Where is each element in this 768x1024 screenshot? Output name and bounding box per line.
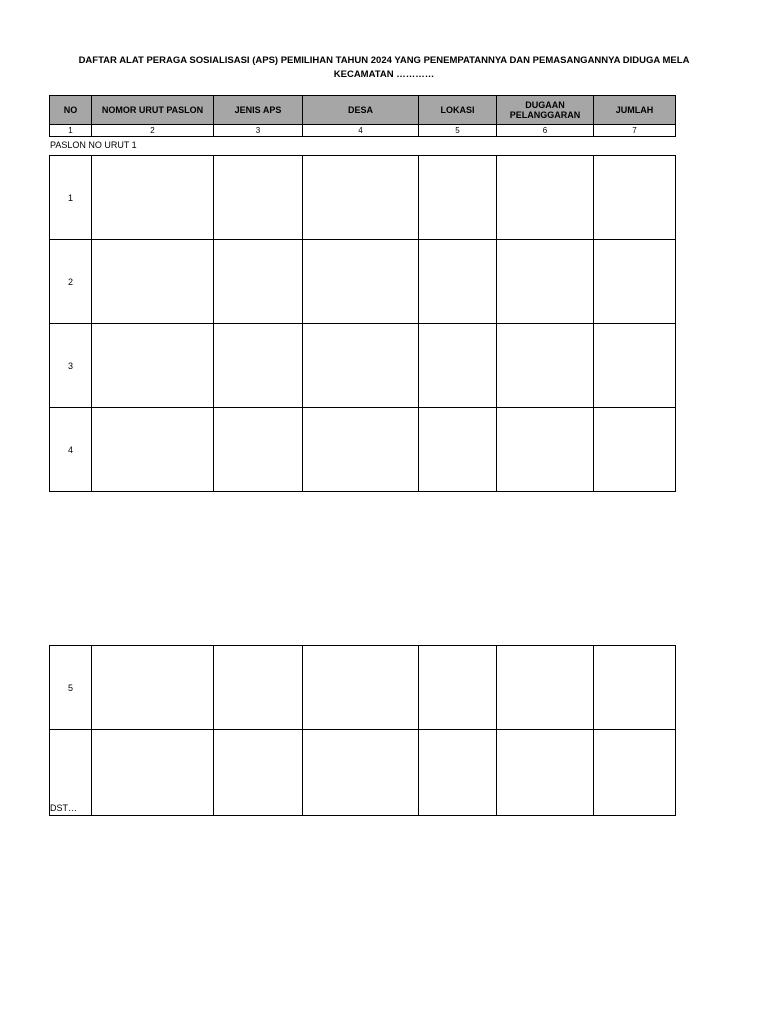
section-label: PASLON NO URUT 1 — [50, 140, 137, 150]
cell-jumlah[interactable] — [594, 324, 676, 408]
header-row — [50, 96, 676, 125]
row-number: 3 — [50, 324, 92, 408]
cell-desa[interactable] — [303, 240, 419, 324]
cell-jumlah[interactable] — [594, 156, 676, 240]
cell-jumlah[interactable] — [594, 240, 676, 324]
cell-lokasi[interactable] — [419, 730, 497, 816]
title-line-2: KECAMATAN ………… — [333, 69, 435, 80]
header-lokasi: LOKASI — [419, 96, 497, 125]
cell-dugaan-pelanggaran[interactable] — [497, 156, 594, 240]
header-table — [49, 95, 676, 137]
column-number: 1 — [50, 125, 92, 137]
table-row — [50, 646, 676, 730]
column-number-row — [50, 125, 676, 137]
cell-dugaan-pelanggaran[interactable] — [497, 646, 594, 730]
header-no: NO — [50, 96, 92, 125]
cell-nomor-urut-paslon[interactable] — [92, 156, 214, 240]
cell-jumlah[interactable] — [594, 408, 676, 492]
cell-desa[interactable] — [303, 646, 419, 730]
cell-lokasi[interactable] — [419, 646, 497, 730]
column-number: 5 — [419, 125, 497, 137]
cell-dugaan-pelanggaran[interactable] — [497, 324, 594, 408]
cell-jenis-aps[interactable] — [214, 646, 303, 730]
table-row — [50, 730, 676, 816]
cell-nomor-urut-paslon[interactable] — [92, 646, 214, 730]
data-table-section-1 — [49, 155, 676, 492]
cell-dugaan-pelanggaran[interactable] — [497, 730, 594, 816]
table-row — [50, 324, 676, 408]
table-row — [50, 240, 676, 324]
cell-jenis-aps[interactable] — [214, 324, 303, 408]
cell-lokasi[interactable] — [419, 240, 497, 324]
cell-jenis-aps[interactable] — [214, 408, 303, 492]
cell-lokasi[interactable] — [419, 156, 497, 240]
cell-desa[interactable] — [303, 408, 419, 492]
cell-desa[interactable] — [303, 324, 419, 408]
header-jumlah: JUMLAH — [594, 96, 676, 125]
header-jenis-aps: JENIS APS — [214, 96, 303, 125]
table-row — [50, 408, 676, 492]
data-table-section-2 — [49, 645, 676, 816]
column-number: 4 — [303, 125, 419, 137]
cell-dugaan-pelanggaran[interactable] — [497, 240, 594, 324]
cell-jumlah[interactable] — [594, 730, 676, 816]
cell-nomor-urut-paslon[interactable] — [92, 408, 214, 492]
cell-jenis-aps[interactable] — [214, 730, 303, 816]
row-number: 5 — [50, 646, 92, 730]
cell-jumlah[interactable] — [594, 646, 676, 730]
header-dugaan-pelanggaran: DUGAAN PELANGGARAN — [497, 96, 594, 125]
cell-desa[interactable] — [303, 156, 419, 240]
title-line-1: DAFTAR ALAT PERAGA SOSIALISASI (APS) PEMILIHAN TAHUN 2024 YANG PENEMPATANNYA DAN PEMASANGANNYA DIDUGA MELA — [78, 55, 690, 66]
row-number: 1 — [50, 156, 92, 240]
column-number: 2 — [92, 125, 214, 137]
cell-jenis-aps[interactable] — [214, 156, 303, 240]
cell-nomor-urut-paslon[interactable] — [92, 730, 214, 816]
cell-lokasi[interactable] — [419, 324, 497, 408]
table-row — [50, 156, 676, 240]
header-nomor-urut-paslon: NOMOR URUT PASLON — [92, 96, 214, 125]
dst-label: DST… — [50, 730, 92, 816]
document-title — [60, 54, 708, 82]
row-number: 4 — [50, 408, 92, 492]
column-number: 6 — [497, 125, 594, 137]
cell-nomor-urut-paslon[interactable] — [92, 324, 214, 408]
header-desa: DESA — [303, 96, 419, 125]
cell-desa[interactable] — [303, 730, 419, 816]
column-number: 3 — [214, 125, 303, 137]
cell-nomor-urut-paslon[interactable] — [92, 240, 214, 324]
column-number: 7 — [594, 125, 676, 137]
cell-lokasi[interactable] — [419, 408, 497, 492]
row-number: 2 — [50, 240, 92, 324]
cell-jenis-aps[interactable] — [214, 240, 303, 324]
cell-dugaan-pelanggaran[interactable] — [497, 408, 594, 492]
